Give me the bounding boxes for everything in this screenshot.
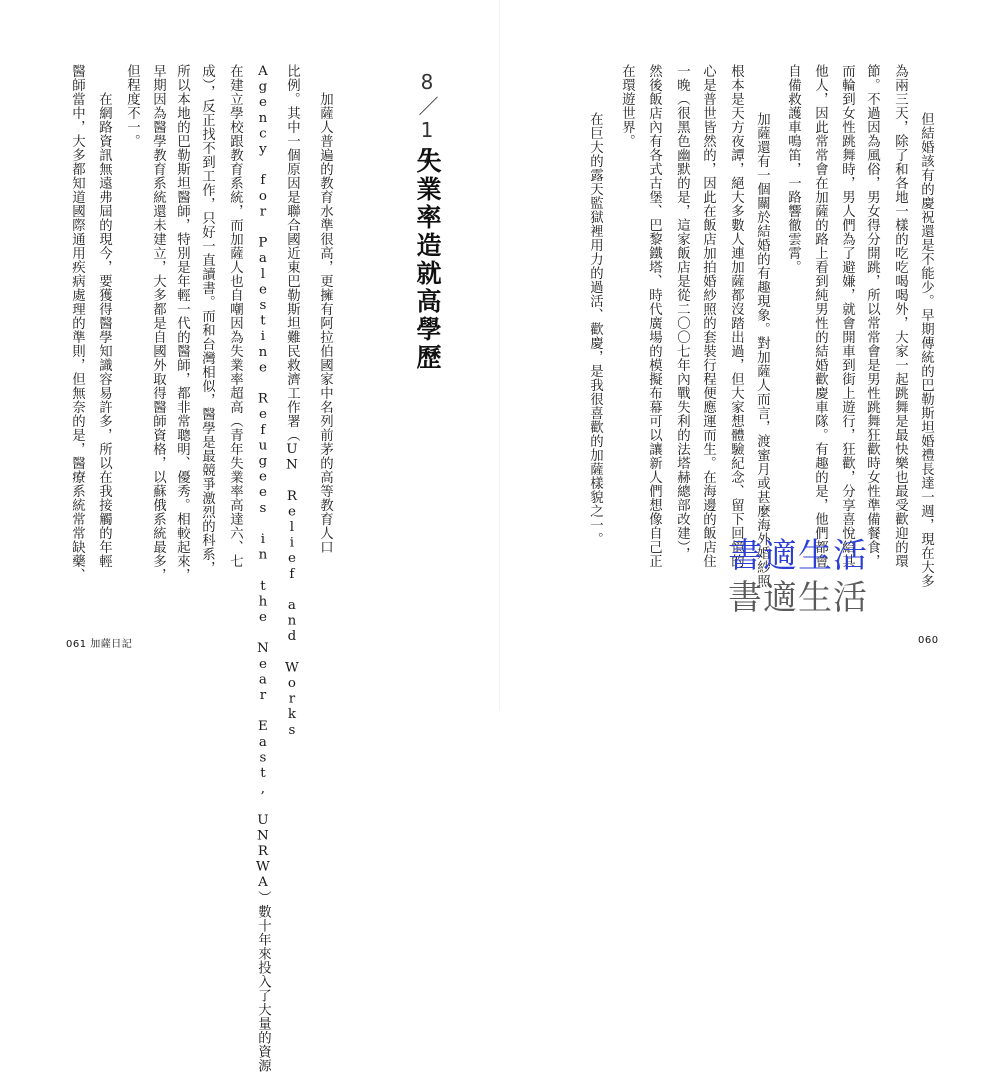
watermark-logo-gray: 書適生活 <box>728 578 868 618</box>
body-column: 但結婚該有的慶祝還是不能少。早期傳統的巴勒斯坦婚禮長達一週，現在大多 <box>918 84 934 588</box>
body-column: 加薩還有一個關於結婚的有趣現象。對加薩人而言，渡蜜月或甚麼海外婚紗照 <box>754 84 770 588</box>
body-column: 在網路資訊無遠弗屆的現今，要獲得醫學知識容易許多，所以在我接觸的年輕 <box>96 64 112 568</box>
body-column: 為兩三天，除了和各地一樣的吃吃喝喝外，大家一起跳舞是最快樂也最受歡迎的環 <box>892 64 908 568</box>
body-column: 在巨大的露天監獄裡用力的過活、歡慶，是我很喜歡的加薩樣貌之一。 <box>587 84 603 546</box>
body-column: 他人，因此常常會在加薩的路上看到純男性的結婚歡慶車隊。有趣的是，他們都會 <box>812 64 828 568</box>
chapter-title: 失業率造就高學歷 <box>413 148 442 372</box>
body-column: 節。不過因為風俗，男女得分開跳，所以常常會是男性跳舞狂歡時女性準備餐食， <box>864 64 880 568</box>
body-column: 然後飯店內有各式古堡、巴黎鐵塔、時代廣場的模擬布幕可以讓新人們想像自己正 <box>646 64 662 568</box>
body-column: 比例。其中一個原因是聯合國近東巴勒斯坦難民救濟工作署（UN Relief and Works <box>284 64 300 739</box>
body-column: 成），反正找不到工作，只好一直讀書。而和台灣相似，醫學是最競爭激烈的科系， <box>199 64 215 576</box>
body-column: 根本是天方夜譚，絕大多數人連加薩都沒踏出過，但大家想體驗紀念、留下回憶的 <box>728 64 744 568</box>
body-column: 在建立學校跟教育系統，而加薩人也自嘲因為失業率超高（青年失業率高達六、七 <box>227 64 243 568</box>
body-column: 早期因為醫學教育系統還未建立，大多都是自國外取得醫師資格，以蘇俄系統最多， <box>150 64 166 582</box>
body-column: 心是普世皆然的，因此在飯店加拍婚紗照的套裝行程便應運而生。在海邊的飯店住 <box>700 64 716 568</box>
body-column: 加薩人普遍的教育水準很高，更擁有阿拉伯國家中名列前茅的高等教育人口 <box>317 64 333 554</box>
page-footer-right: 060 <box>918 635 939 646</box>
body-column: 但程度不一。 <box>124 64 140 148</box>
body-column: 而輪到女性跳舞時，男人們為了避嫌，就會開車到街上遊行，狂歡，分享喜悅給其 <box>839 64 855 568</box>
chapter-number: 8／17 <box>415 70 439 170</box>
watermark-logo-blue: 書適生活 <box>728 536 868 576</box>
body-column: 所以本地的巴勒斯坦醫師，特別是年輕一代的醫師，都非常聰明、優秀。相較起來， <box>174 64 190 582</box>
body-column: 自備救護車鳴笛，一路響徹雲霄。 <box>785 64 801 274</box>
body-column: 醫師當中，大多都知道國際通用疾病處理的準則，但無奈的是，醫療系統常常缺藥、 <box>69 64 85 582</box>
body-column: 一晚（很黑色幽默的是，這家飯店是從二〇〇七年內戰失利的法塔赫總部改建）， <box>674 64 690 562</box>
body-column: Agency for Palestine Refugees in the Near East, UNRWA）數十年來投入了大量的資源 <box>255 64 271 1073</box>
body-column: 在環遊世界。 <box>619 64 635 148</box>
page-footer-left: 061 加薩日記 <box>66 639 133 650</box>
